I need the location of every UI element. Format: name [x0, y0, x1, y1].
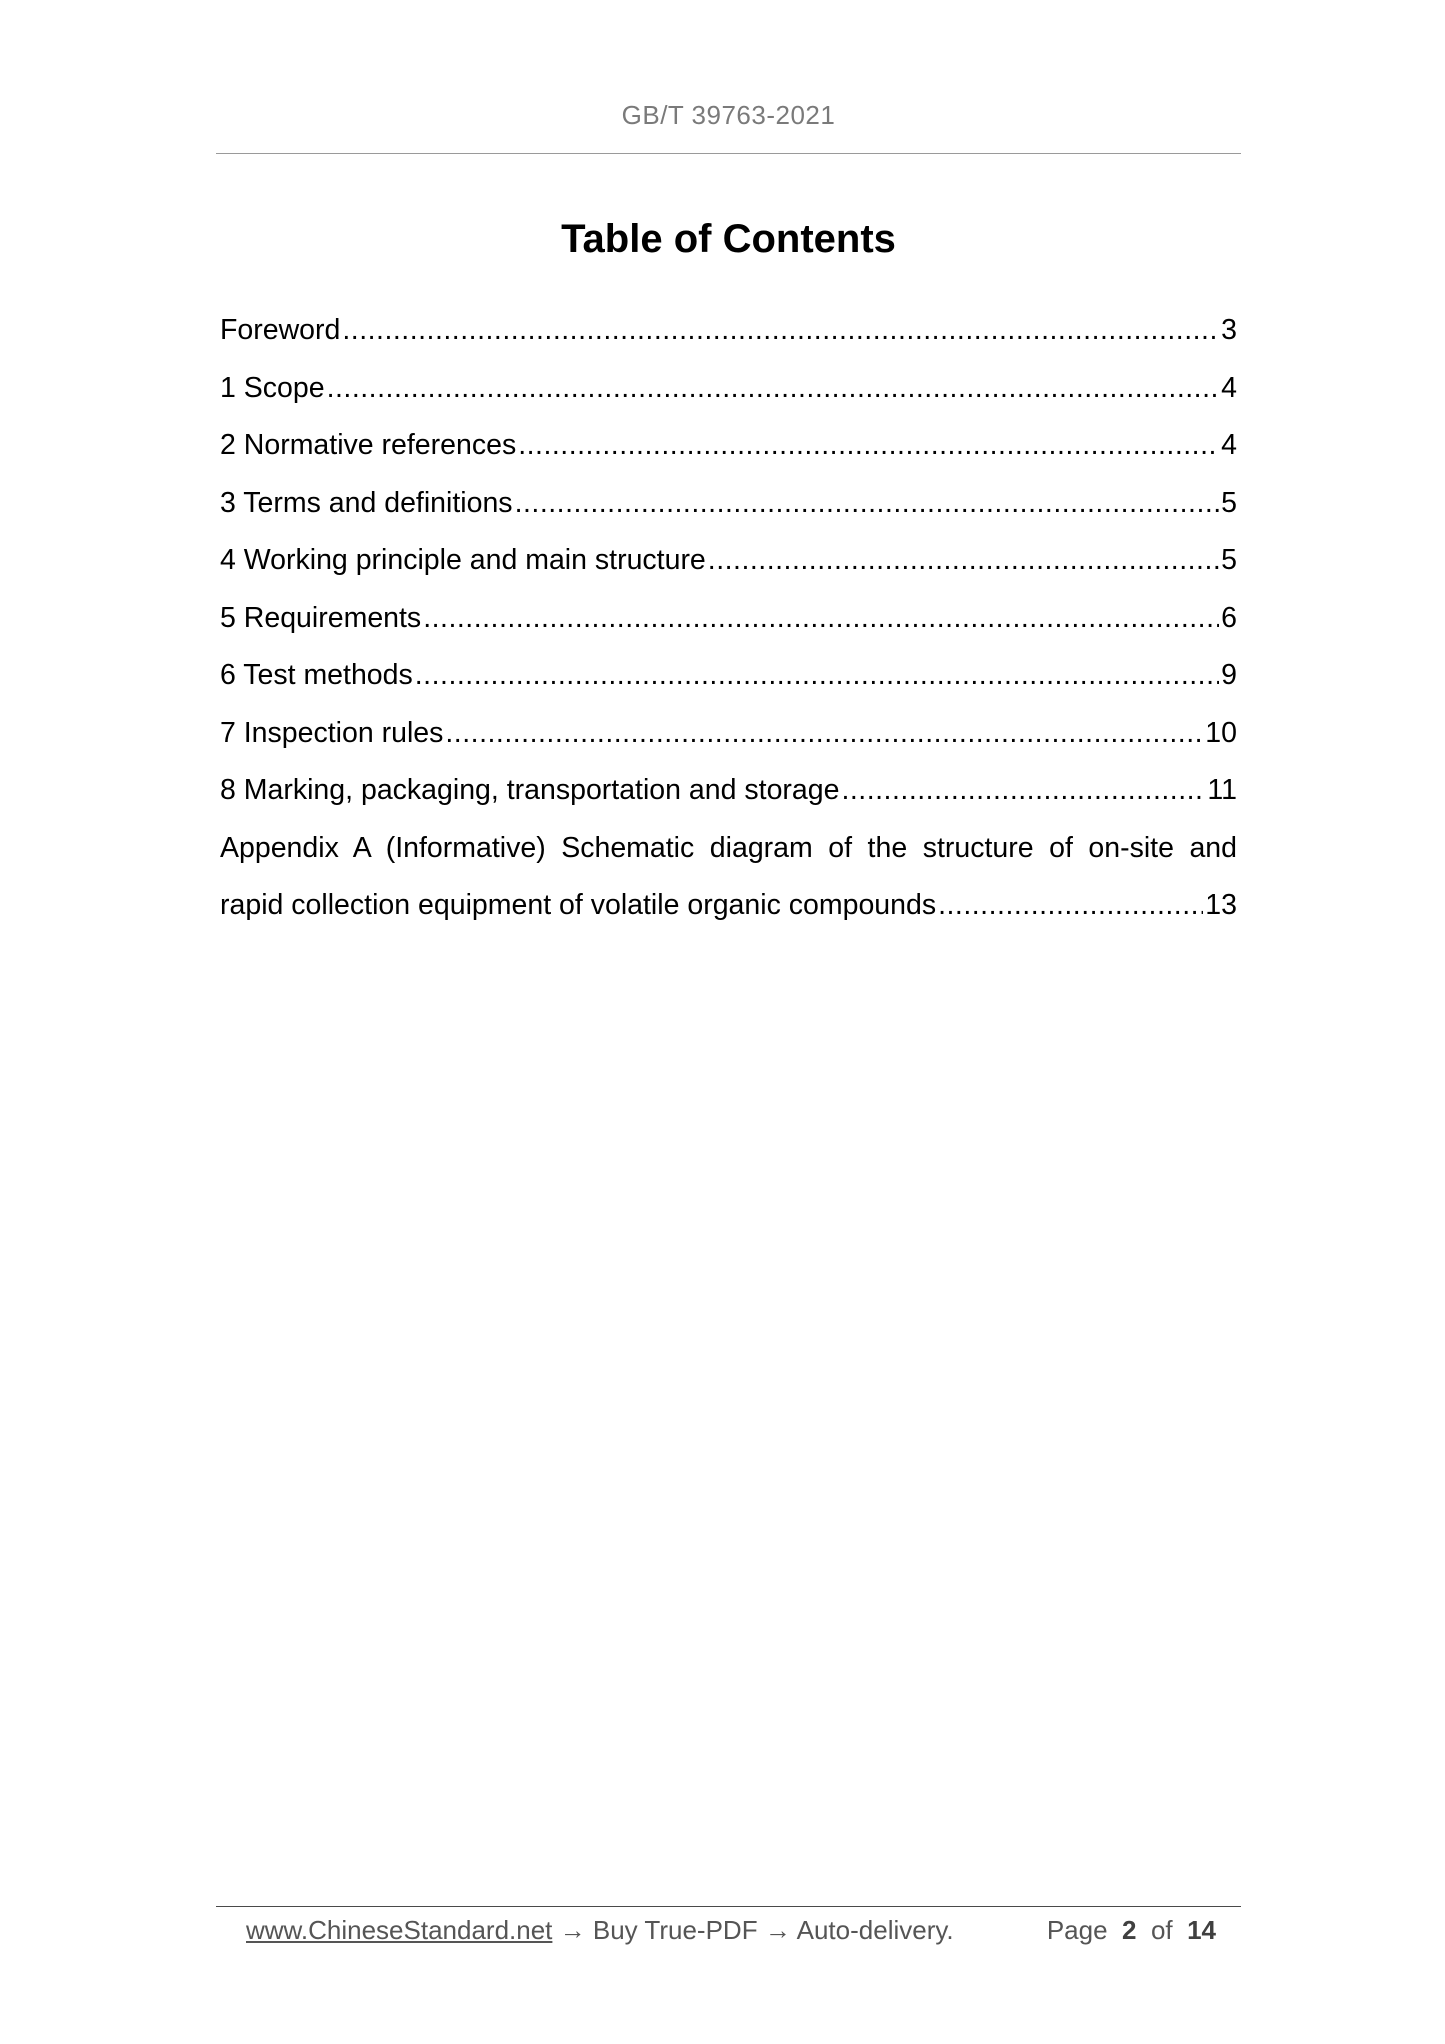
toc-leader-dots	[938, 877, 1203, 935]
current-page-number: 2	[1122, 1915, 1137, 1945]
toc-entry-scope[interactable]	[220, 360, 1237, 418]
header-divider	[216, 153, 1241, 154]
footer-divider	[216, 1906, 1241, 1907]
toc-entry-label: 7 Inspection rules	[220, 716, 444, 749]
toc-leader-dots	[423, 590, 1219, 648]
toc-leader-dots	[445, 705, 1203, 763]
toc-leader-dots	[327, 360, 1220, 418]
toc-entry-test-methods[interactable]	[220, 647, 1237, 705]
toc-entry-page: 5	[1221, 486, 1237, 519]
toc-entry-label: 8 Marking, packaging, transportation and storage	[220, 774, 840, 806]
toc-entry-page: 11	[1207, 774, 1237, 806]
toc-leader-dots	[415, 647, 1219, 705]
toc-entry-label: Foreword	[220, 314, 341, 346]
document-id-header: GB/T 39763-2021	[621, 100, 836, 130]
toc-leader-dots	[841, 762, 1205, 820]
page-footer	[246, 1908, 1216, 1952]
auto-delivery-text: Auto-delivery.	[796, 1915, 954, 1945]
page-number	[1047, 1908, 1216, 1952]
toc-entry-page: 6	[1221, 601, 1237, 634]
toc-entry-page: 5	[1221, 544, 1237, 576]
toc-entry-page: 13	[1205, 889, 1237, 921]
toc-entry-label: 6 Test methods	[220, 659, 413, 691]
toc-entry-page: 9	[1221, 659, 1237, 691]
toc-entry-label: 4 Working principle and main structure	[220, 544, 706, 576]
toc-entry-appendix-a[interactable]	[220, 820, 1237, 935]
toc-entry-label-line1: Appendix A (Informative) Schematic diagram of the structure of on-site and	[220, 831, 1237, 864]
toc-leader-dots	[708, 532, 1219, 590]
toc-entry-page: 3	[1221, 314, 1237, 346]
toc-entry-foreword[interactable]	[220, 302, 1237, 360]
toc-entry-requirements[interactable]	[220, 590, 1237, 648]
toc-entry-label: 2 Normative references	[220, 429, 517, 461]
toc-leader-dots	[342, 302, 1219, 360]
arrow-right-icon: →	[764, 1915, 791, 1945]
toc-leader-dots	[515, 475, 1220, 533]
toc-entry-label: 5 Requirements	[220, 601, 422, 634]
toc-entry-terms-and-definitions[interactable]	[220, 475, 1237, 533]
toc-entry-inspection-rules[interactable]	[220, 705, 1237, 763]
arrow-right-icon: →	[559, 1915, 586, 1945]
toc-entry-normative-references[interactable]	[220, 417, 1237, 475]
toc-entry-label: 3 Terms and definitions	[220, 486, 513, 519]
toc-entry-marking-packaging[interactable]	[220, 762, 1237, 820]
page-title: Table of Contents	[561, 217, 896, 261]
toc-entry-working-principle[interactable]	[220, 532, 1237, 590]
toc-entry-label: 1 Scope	[220, 371, 325, 404]
of-word: of	[1150, 1915, 1173, 1945]
toc-entry-page: 4	[1221, 429, 1237, 461]
page-word: Page	[1046, 1915, 1108, 1945]
toc-entry-page: 4	[1221, 371, 1237, 404]
website-link[interactable]: www.ChineseStandard.net	[246, 1915, 553, 1945]
toc-entry-page: 10	[1205, 716, 1237, 749]
total-pages-number: 14	[1187, 1915, 1216, 1945]
buy-true-pdf-text: Buy True-PDF	[592, 1915, 758, 1945]
table-of-contents	[220, 302, 1237, 935]
toc-entry-label-line2: rapid collection equipment of volatile organic compounds	[220, 889, 937, 921]
toc-leader-dots	[518, 417, 1219, 475]
